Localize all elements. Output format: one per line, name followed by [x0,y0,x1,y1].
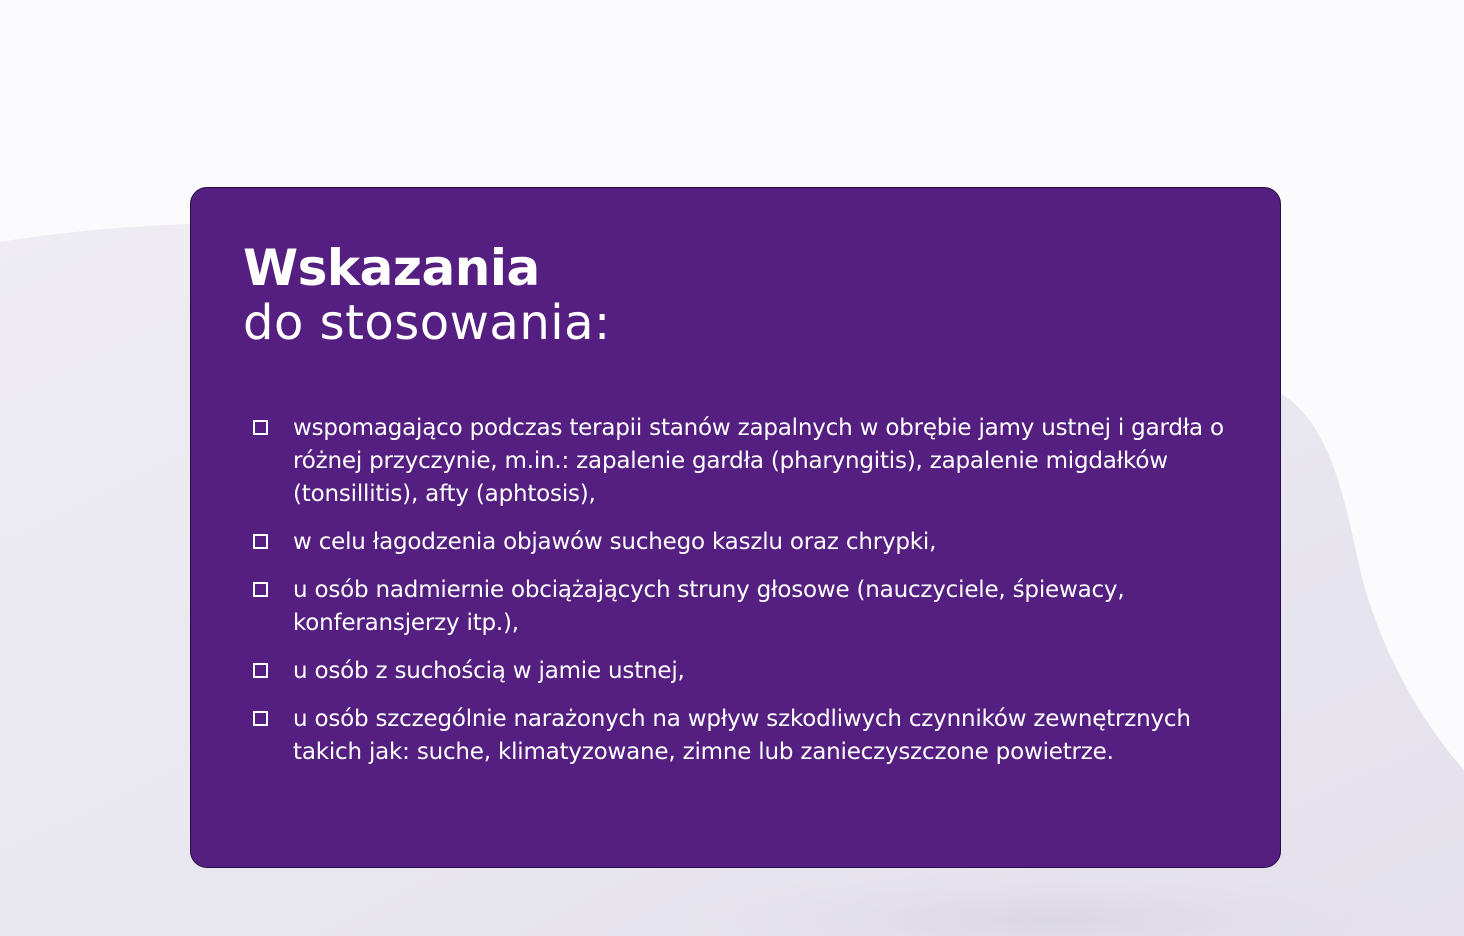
list-item [249,412,1229,511]
list-item [249,703,1229,769]
list-item [249,655,1229,688]
list-item-text: u osób z suchością w jamie ustnej, [293,658,685,684]
list-item-text: w celu łagodzenia objawów suchego kaszlu oraz chrypki, [293,529,937,555]
list-item-text: u osób szczególnie narażonych na wpływ szkodliwych czynników zewnętrznych takich jak: suche, klimatyzowane, zimne lub zanieczyszczone powietrze. [293,706,1191,765]
indications-card [190,187,1281,868]
list-item [249,574,1229,640]
indications-list [249,412,1229,784]
list-item-text: u osób nadmiernie obciążających struny głosowe (nauczyciele, śpiewacy, konferansjerzy itp.), [293,577,1125,636]
checkbox-icon [253,582,268,597]
checkbox-icon [253,711,268,726]
checkbox-icon [253,534,268,549]
list-item-text: wspomagająco podczas terapii stanów zapalnych w obrębie jamy ustnej i gardła o różnej przyczynie, m.in.: zapalenie gardła (pharyngitis), zapalenie migdałków (tonsillitis), afty (aphtosis), [293,415,1224,507]
checkbox-icon [253,663,268,678]
list-item [249,526,1229,559]
title-bold: Wskazania [243,239,540,297]
checkbox-icon [253,420,268,435]
card-title [243,240,611,350]
title-light: do stosowania: [243,295,611,351]
